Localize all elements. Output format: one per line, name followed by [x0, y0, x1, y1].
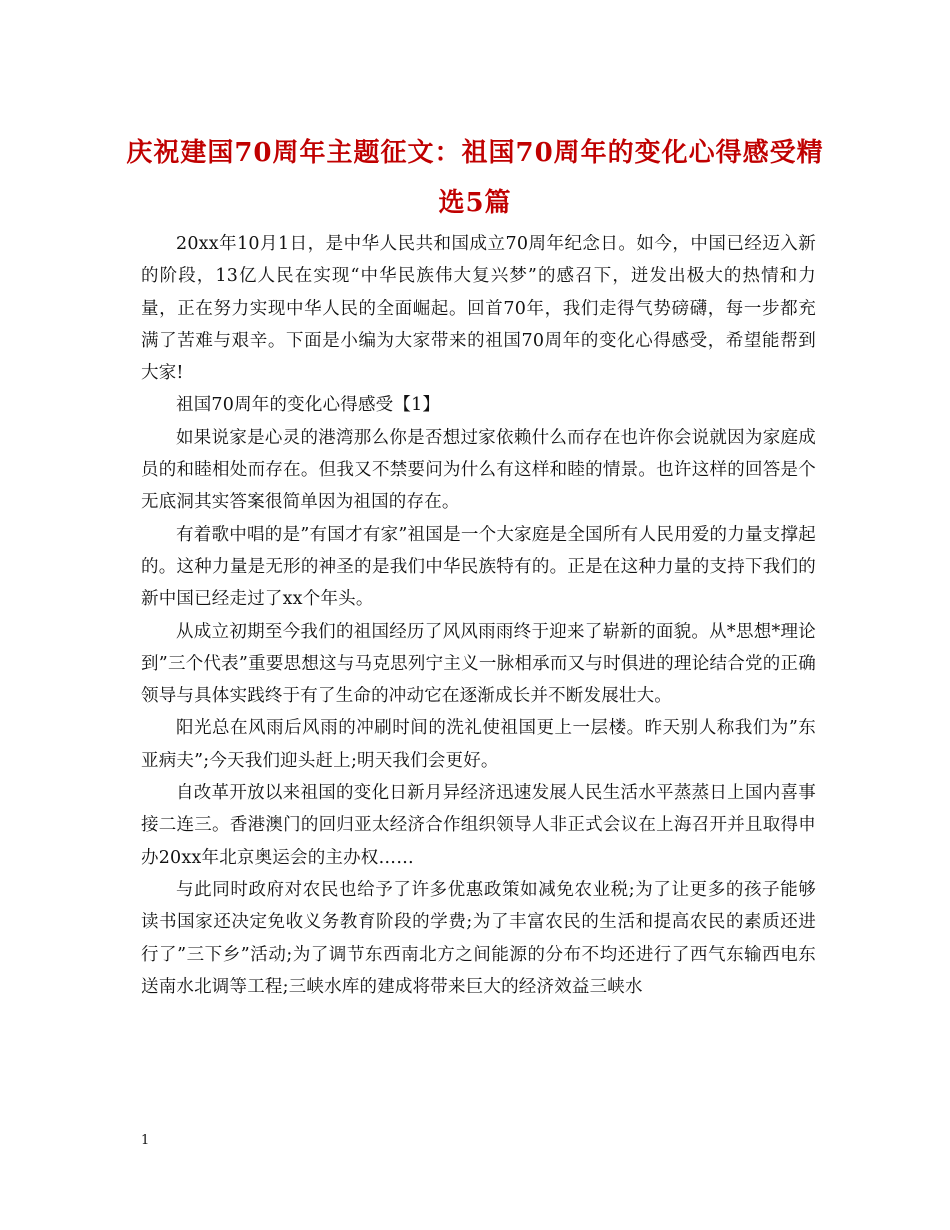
page-number: 1: [141, 1133, 150, 1148]
body-paragraph: 如果说家是心灵的港湾那么你是否想过家依赖什么而存在也许你会说就因为家庭成员的和睦相处而存在。但我又不禁要问为什么有这样和睦的情景。也许这样的回答是个无底洞其实答案很简单因为祖国的存在。: [141, 427, 816, 513]
document-title: 庆祝建国70周年主题征文：祖国70周年的变化心得感受精选5篇: [126, 138, 824, 218]
body-paragraph: 从成立初期至今我们的祖国经历了风风雨雨终于迎来了崭新的面貌。从*思想*理论到”三个代表”重要思想这与马克思列宁主义一脉相承而又与时俱进的理论结合党的正确领导与具体实践终于有了生命的冲动它在逐渐成长并不断发展壮大。: [141, 621, 816, 707]
document-body: [141, 228, 816, 1003]
body-paragraph: 自改革开放以来祖国的变化日新月异经济迅速发展人民生活水平蒸蒸日上国内喜事接二连三。香港澳门的回归亚太经济合作组织领导人非正式会议在上海召开并且取得申办20xx年北京奥运会的主办权……: [141, 783, 816, 868]
body-paragraph: 阳光总在风雨后风雨的冲刷时间的洗礼使祖国更上一层楼。昨天别人称我们为”东亚病夫”;今天我们迎头赶上;明天我们会更好。: [141, 718, 816, 771]
section-heading: 祖国70周年的变化心得感受【1】: [176, 395, 441, 416]
body-paragraph: 有着歌中唱的是”有国才有家”祖国是一个大家庭是全国所有人民用爱的力量支撑起的。这种力量是无形的神圣的是我们中华民族特有的。正是在这种力量的支持下我们的新中国已经走过了xx个年头。: [141, 524, 816, 610]
body-paragraph: 与此同时政府对农民也给予了许多优惠政策如减免农业税;为了让更多的孩子能够读书国家还决定免收义务教育阶段的学费;为了丰富农民的生活和提高农民的素质还进行了”三下乡”活动;为了调节东西南北方之间能源的分布不均还进行了西气东输西电东送南水北调等工程;三峡水库的建成将带来巨大的经济效益三峡水: [141, 879, 816, 997]
intro-paragraph: 20xx年10月1日，是中华人民共和国成立70周年纪念日。如今，中国已经迈入新的阶段，13亿人民在实现“中华民族伟大复兴梦”的感召下，迸发出极大的热情和力量，正在努力实现中华人民的全面崛起。回首70年，我们走得气势磅礴，每一步都充满了苦难与艰辛。下面是小编为大家带来的祖国70周年的变化心得感受，希望能帮到大家!: [141, 234, 816, 384]
